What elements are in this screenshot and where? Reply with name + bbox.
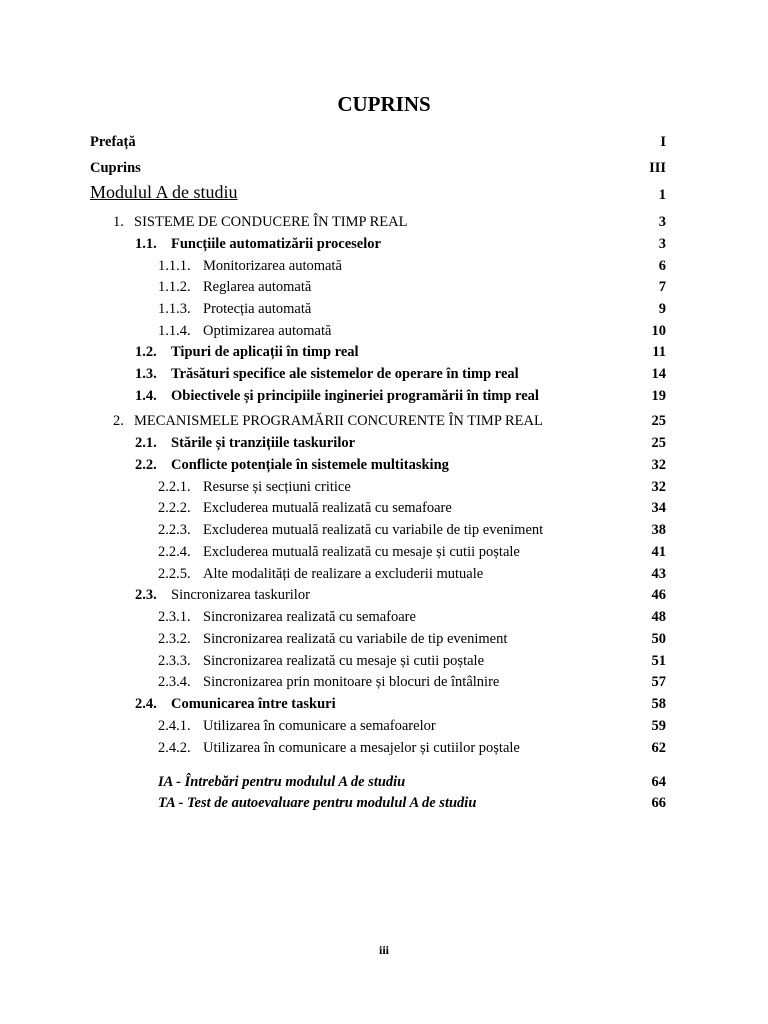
toc-entry-page: 25 [651,435,666,451]
toc-entry-page: 59 [651,718,666,734]
toc-entry-label: Monitorizarea automată [203,258,342,274]
toc-entry-number: 2. [113,413,124,429]
page-title: CUPRINS [337,92,431,116]
toc-entry-label: Sincronizarea realizată cu mesaje și cutii poștale [203,653,485,669]
toc-entry-label: Prefață [90,134,136,150]
toc-entry-cuprins[interactable] [0,158,768,178]
toc-entry-page: 9 [658,301,666,317]
toc-entry-modul-a[interactable] [0,182,768,205]
toc-entry-number: 2.2.2. [158,500,191,516]
toc-entry-chapter-1[interactable] [0,212,768,232]
toc-entry-label: Stările și tranzițiile taskurilor [171,435,356,451]
toc-entry-page: 50 [651,631,666,647]
toc-entry-page: 48 [651,609,666,625]
toc-entry-2-3-3[interactable] [0,651,768,671]
toc-entry-1-1[interactable] [0,234,768,254]
toc-entry-2-3-2[interactable] [0,629,768,649]
toc-entry-chapter-2[interactable] [0,411,768,431]
toc-entry-label: Comunicarea între taskuri [171,696,336,712]
toc-entry-number: 2.2. [135,457,157,473]
toc-entry-number: 2.3.2. [158,631,191,647]
toc-entry-label: Funcțiile automatizării proceselor [171,236,381,252]
toc-entry-number: 1.1.1. [158,258,191,274]
toc-entry-label: Excluderea mutuală realizată cu variabile de tip eveniment [203,522,544,538]
toc-entry-number: 2.3.4. [158,674,191,690]
toc-entry-label: Tipuri de aplicații în timp real [171,344,359,360]
toc-entry-label: Resurse și secțiuni critice [203,479,351,495]
toc-entry-page: 57 [651,674,666,690]
toc-entry-page: 51 [651,653,666,669]
toc-entry-page: III [649,160,666,176]
toc-entry-2-4-1[interactable] [0,716,768,736]
toc-entry-label: SISTEME DE CONDUCERE ÎN TIMP REAL [134,214,408,230]
toc-entry-label: Utilizarea în comunicare a mesajelor și cutiilor poștale [203,740,520,756]
toc-entry-ia[interactable] [0,772,768,792]
toc-entry-page: 6 [658,258,666,274]
toc-entry-1-3[interactable] [0,364,768,384]
toc-entry-ta[interactable] [0,793,768,813]
toc-entry-1-1-1[interactable] [0,256,768,276]
toc-entry-number: 2.1. [135,435,157,451]
toc-entry-number: 2.3.3. [158,653,191,669]
toc-entry-number: 2.3. [135,587,157,603]
toc-entry-label: Sincronizarea realizată cu variabile de tip eveniment [203,631,508,647]
toc-entry-2-1[interactable] [0,433,768,453]
toc-entry-1-4[interactable] [0,386,768,406]
toc-entry-number: 1.1.3. [158,301,191,317]
toc-entry-label: Excluderea mutuală realizată cu mesaje și cutii poștale [203,544,520,560]
toc-entry-page: 7 [658,279,666,295]
toc-entry-label: Utilizarea în comunicare a semafoarelor [203,718,436,734]
toc-entry-page: 34 [651,500,666,516]
toc-entry-page: 3 [658,214,666,230]
toc-entry-number: 2.4.1. [158,718,191,734]
toc-entry-label: Sincronizarea taskurilor [171,587,310,603]
toc-entry-1-1-4[interactable] [0,321,768,341]
toc-entry-2-3-1[interactable] [0,607,768,627]
toc-entry-page: 25 [651,413,666,429]
toc-entry-number: 1.2. [135,344,157,360]
toc-entry-2-2-3[interactable] [0,520,768,540]
toc-entry-2-2-1[interactable] [0,477,768,497]
toc-entry-prefata[interactable] [0,132,768,152]
toc-entry-page: 41 [651,544,666,560]
toc-entry-2-2[interactable] [0,455,768,475]
toc-entry-page: 32 [651,457,666,473]
toc-entry-2-2-4[interactable] [0,542,768,562]
toc-entry-label: Conflicte potențiale în sistemele multitasking [171,457,449,473]
toc-entry-page: 58 [651,696,666,712]
toc-entry-label: Sincronizarea prin monitoare și blocuri de întâlnire [203,674,500,690]
toc-entry-number: 1.1.2. [158,279,191,295]
toc-entry-2-3[interactable] [0,585,768,605]
toc-entry-label: Sincronizarea realizată cu semafoare [203,609,416,625]
toc-entry-page: 19 [651,388,666,404]
toc-entry-label: Obiectivele și principiile ingineriei programării în timp real [171,388,539,404]
toc-entry-2-2-2[interactable] [0,498,768,518]
toc-entry-number: 2.4. [135,696,157,712]
toc-entry-page: 43 [651,566,666,582]
toc-entry-2-4[interactable] [0,694,768,714]
toc-module-label: Modulul A de studiu [90,182,238,202]
page-number-footer: iii [378,943,389,957]
toc-entry-2-4-2[interactable] [0,738,768,758]
toc-entry-label: Alte modalități de realizare a excluderii mutuale [203,566,484,582]
toc-entry-1-1-2[interactable] [0,277,768,297]
toc-entry-page: 38 [651,522,666,538]
toc-entry-page: I [660,134,666,150]
toc-entry-number: 1.1. [135,236,157,252]
toc-entry-label: IA - Întrebări pentru modulul A de studiu [158,774,406,790]
toc-entry-number: 2.2.5. [158,566,191,582]
toc-entry-label: Reglarea automată [203,279,312,295]
toc-entry-page: 46 [651,587,666,603]
toc-entry-2-2-5[interactable] [0,564,768,584]
toc-entry-number: 2.2.1. [158,479,191,495]
toc-entry-label: Cuprins [90,160,141,176]
toc-entry-page: 64 [651,774,666,790]
toc-entry-number: 2.2.3. [158,522,191,538]
toc-entry-number: 2.4.2. [158,740,191,756]
toc-entry-2-3-4[interactable] [0,672,768,692]
toc-entry-page: 3 [658,236,666,252]
toc-entry-page: 10 [651,323,666,339]
toc-entry-1-2[interactable] [0,342,768,362]
toc-entry-number: 2.3.1. [158,609,191,625]
toc-entry-page: 1 [658,187,666,203]
toc-entry-number: 1.1.4. [158,323,191,339]
toc-entry-number: 1.3. [135,366,157,382]
toc-entry-page: 62 [651,740,666,756]
toc-entry-page: 32 [651,479,666,495]
toc-entry-label: Trăsături specifice ale sistemelor de operare în timp real [171,366,519,382]
toc-entry-label: Excluderea mutuală realizată cu semafoare [203,500,452,516]
toc-entry-label: TA - Test de autoevaluare pentru modulul A de studiu [158,795,477,811]
toc-entry-page: 14 [651,366,666,382]
toc-entry-number: 1. [113,214,124,230]
toc-entry-label: MECANISMELE PROGRAMĂRII CONCURENTE ÎN TIMP REAL [134,413,543,429]
toc-entry-label: Optimizarea automată [203,323,332,339]
toc-entry-number: 1.4. [135,388,157,404]
toc-entry-page: 11 [652,344,666,360]
toc-entry-1-1-3[interactable] [0,299,768,319]
toc-entry-page: 66 [651,795,666,811]
toc-entry-label: Protecția automată [203,301,312,317]
toc-entry-number: 2.2.4. [158,544,191,560]
